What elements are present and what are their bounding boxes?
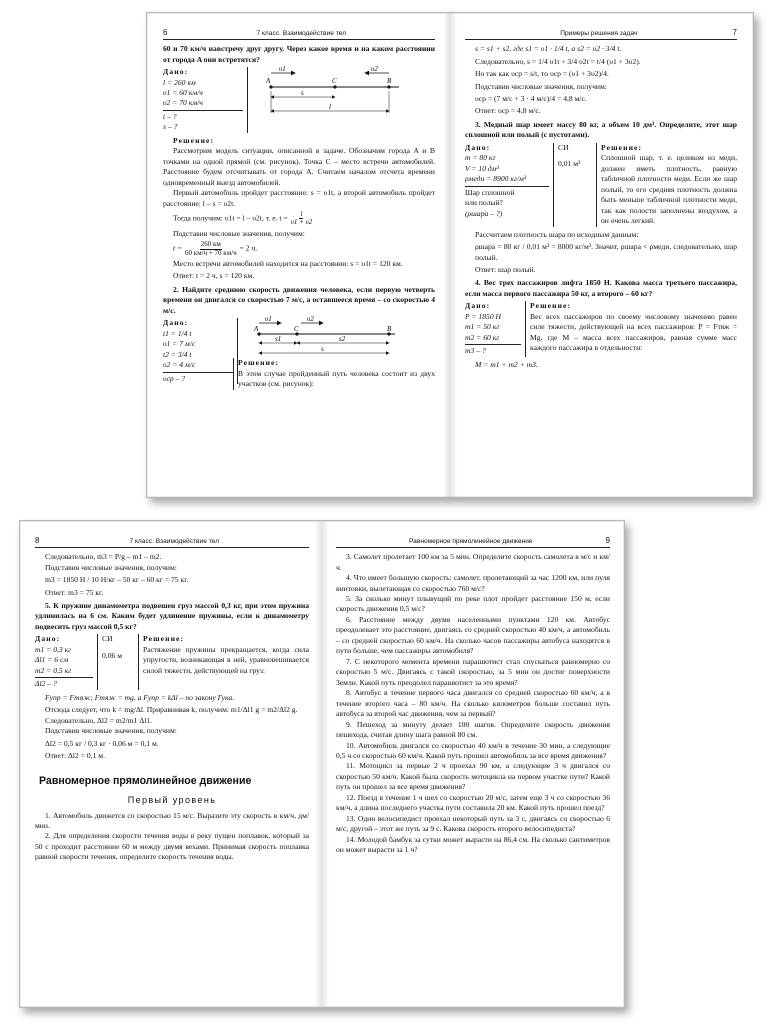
fig-label: υ1 (265, 316, 272, 324)
page-6 (163, 27, 435, 390)
numerator: l (300, 210, 303, 219)
solution-label: Решение: (530, 301, 572, 311)
unknown-value: m3 – ? (465, 344, 521, 356)
fig-label: A (266, 77, 271, 86)
exercise-item: 8. Автобус в течение первого часа двигался со средней скоростью 60 км/ч, а в течение второго часа – 80 км/ч. На сколько километров больше составил путь автобуса за второй час движения, чем за первый? (336, 688, 610, 719)
si-header: СИ (102, 634, 113, 644)
exercise-item: 10. Автомобиль двигался со скоростью 40 км/ч в течение 30 мин, а следующие 0,5 ч со скоростью 60 км/ч. Какой путь прошел автомобиль за все время движения? (336, 740, 610, 760)
exercise-item: 4. Что имеет большую скорость: самолет, пролетающий за час 1200 км, или пуля винтовки, вылетающая со скоростью 760 м/с? (336, 573, 610, 593)
solution-label: Решение: (143, 634, 185, 644)
task-text: 2. Найдите среднюю скорость движения человека, если первую четверть времени он двигался со скоростью 7 м/с, а оставшееся время – со скоростью 4 м/с. (163, 284, 435, 315)
running-head-title: Примеры решения задач (560, 30, 638, 37)
si-header: СИ (558, 142, 569, 152)
task-text: 5. К пружине динамометра подвешен груз массой 0,3 кг, при этом пружина удлинилась на 6 см. Каким будет удлинение пружины, если к динамометру подвесить груз массой 0,5 кг? (35, 600, 309, 631)
equation: Но так как υср = s/t, то υср = (υ1 + 3υ2)/4. (475, 69, 609, 79)
si-value: 0,01 м³ (558, 159, 581, 169)
given-value: m1 = 50 кг (465, 322, 500, 332)
exercise-item: 5. За сколько минут плывущий по реке плот пройдет расстояние 150 м, если скорость движения 0,5 м/с? (336, 593, 610, 614)
equation (173, 241, 435, 257)
paragraph: Первый автомобиль пройдет расстояние: s = υ1t, а второй автомобиль пройдет расстояние: l – s = υ2t. (163, 188, 435, 208)
fig-label: s1 (275, 335, 282, 344)
solution-label: Решение: (238, 358, 280, 368)
si-value: 0,06 м (102, 650, 122, 660)
book-spread-top (146, 12, 754, 498)
given-value: t2 = 3/4 t (163, 349, 192, 359)
fig-label: υ2 (307, 316, 314, 324)
unknown-value: υср – ? (163, 372, 233, 384)
fig-label: s2 (339, 335, 346, 344)
equation-text: = 2 ч. (239, 243, 258, 253)
running-head-title: 7 класс. Взаимодействие тел (256, 30, 346, 37)
exercise-item: 11. Мотоцикл за первые 2 ч проехал 90 км, а следующие 3 ч двигался со скоростью 50 км/ч. Какой была скорость мотоцикла на первом участке пути? Какой путь он прошел за все время движения? (336, 761, 610, 792)
equation: m3 = 1850 Н / 10 Н/кг – 50 кг – 60 кг = 75 кг. (45, 575, 189, 585)
answer: Ответ: Δl2 = 0,1 м. (45, 751, 106, 761)
answer: Ответ: m3 = 75 кг. (45, 587, 104, 597)
given-value: m1 = 0,3 кг (35, 644, 72, 654)
equation: M = m1 + m2 + m3. (475, 359, 538, 369)
page-7 (465, 27, 737, 372)
exercise-item: 2. Для определения скорости течения воды в реку пущен поплавок, который за 50 с проходит расстояние 60 м между двумя вехами. Принимая скорость поплавка равной скорости течения, определите скорость течения воды. (35, 831, 309, 862)
equation: υср = (7 м/с + 3 · 4 м/с)/4 = 4,8 м/с. (475, 93, 587, 103)
paragraph: В этом случае пройденный путь человека состоит из двух участков (см. рисунок): (238, 368, 435, 389)
question-text: Шар сплошной (465, 186, 549, 198)
given-title: Дано: (465, 142, 491, 152)
paragraph: Сплошной шар, т. е. целиком из меди, должен иметь плотность, равную табличной плотности меди. Если же шар полый, то его средняя плотность должна быть меньше табличной плотности меди, так как полости заполнены воздухом, а он очень легкий. (601, 153, 737, 226)
fig-label: A (254, 325, 259, 334)
exercise-item: 7. С некоторого момента времени парашютист стал спускаться равномерно со скоростью 5 м/с. Двигаясь с такой скоростью, за 5 мин он достиг поверхности Земли. Какой путь преодолел парашютист за это время? (336, 656, 610, 687)
given-block-1 (163, 65, 435, 136)
exercise-item: 13. Один велосипедист проехал некоторый путь за 3 с, двигаясь со скоростью 6 м/с, другой – этот же путь за 9 с. Какова скорость второго велосипедиста? (336, 813, 610, 834)
equation: Δl2 = 0,5 кг / 0,3 кг · 0,06 м = 0,1 м. (45, 738, 159, 748)
denominator: υ1 + υ2 (290, 218, 313, 227)
motion-diagram-1 (249, 65, 429, 127)
paragraph: Растяжение пружины прекращается, когда сила упругости, возникающая в ней, уравновешивается силой тяжести, действующей на груз: (143, 644, 309, 675)
unknown-value: t – ? (163, 110, 243, 122)
given-value: m2 = 60 кг (465, 332, 500, 342)
exercise-item: 14. Молодой бамбук за сутки может вырасти на 86,4 см. На сколько сантиметров он может вырасти за 1 ч? (336, 834, 610, 855)
given-title: Дано: (163, 67, 189, 77)
unknown-value: Δl2 – ? (35, 677, 93, 689)
fig-label: B (387, 77, 392, 86)
equation-text: t = (173, 243, 183, 253)
solution-label: Решение: (173, 135, 215, 145)
equation: Fупр = Fтяж; Fтяж = mg, a Fупр = kΔl – по закону Гука. (45, 692, 235, 702)
paragraph: Подставив числовые значения, получим: (45, 562, 177, 572)
equation: Следовательно, m3 = P/g – m1 – m2. (45, 552, 162, 562)
equation: ρшара = 80 кг / 0,01 м³ = 8000 кг/м³. Значит, ρшара < ρмеди, следовательно, шар полый. (475, 242, 737, 262)
equation (173, 211, 435, 227)
fig-label: s (301, 89, 304, 98)
exercise-item: 3. Самолет пролетает 100 км за 5 мин. Определите скорость самолета в м/с и км/ч. (336, 552, 610, 572)
page-8 (35, 535, 309, 863)
equation: Следовательно, s = 1/4 υ1t + 3/4 υ2t = t/4 (υ1 + 3υ2). (475, 56, 641, 66)
running-header (336, 535, 610, 548)
page-number: 8 (35, 536, 40, 545)
question-text: (ρшара – ?) (465, 208, 503, 218)
given-value: υ2 = 4 м/с (163, 360, 196, 370)
page-number: 6 (163, 28, 168, 37)
given-value: υ2 = 70 км/ч (163, 98, 203, 108)
gutter-shadow (315, 521, 329, 1007)
fig-label: υ1 (279, 65, 286, 74)
fig-label: υ2 (371, 65, 378, 74)
page-9 (336, 535, 610, 856)
fig-label: s (321, 345, 324, 354)
paragraph: Вес всех пассажиров по своему числовому значению равен силе тяжести, действующей на всех пассажиров: P = Fтяж = Mg, где M – масса всех пассажиров, равная сумме масс каждого пассажира в отдельности: (530, 311, 737, 353)
solution-label: Решение: (601, 142, 643, 152)
paragraph: Место встречи автомобилей находится на расстоянии: s = υ1t = 120 км. (173, 258, 403, 268)
running-head-title: Равномерное прямолинейное движение (408, 538, 533, 545)
exercise-list (336, 552, 610, 856)
unknown-value: s – ? (163, 122, 178, 132)
given-value: P = 1850 Н (465, 311, 501, 321)
given-value: l = 260 км (163, 77, 196, 87)
fig-label: l (329, 103, 331, 112)
equation: s = s1 + s2, где s1 = υ1 · 1/4 t, a s2 = υ2 · 3/4 t. (475, 44, 622, 54)
given-value: ρмеди = 8900 кг/м³ (465, 174, 527, 184)
question-text: или полый? (465, 198, 503, 208)
fig-label: C (294, 325, 299, 334)
given-value: m = 80 кг (465, 153, 496, 163)
paragraph: Отсюда следует, что k = mg/Δl. Приравнивая k, получим: m1/Δl1 g = m2/Δl2 g. (45, 705, 298, 715)
given-value: υ1 = 7 м/с (163, 339, 196, 349)
running-header (163, 27, 435, 40)
given-value: υ1 = 60 км/ч (163, 87, 203, 97)
given-value: m2 = 0,5 кг (35, 665, 72, 675)
equation: Следовательно, Δl2 = m2/m1 Δl1. (45, 715, 153, 725)
numerator: 260 км (200, 240, 221, 249)
subsection-heading: Первый уровень (127, 795, 217, 806)
exercise-item: 12. Поезд в течение 1 ч шел со скоростью 20 м/с, затем еще 3 ч со скоростью 36 км/ч, а длина последнего участка пути составила 20 км. Какой путь прошел поезд? (336, 792, 610, 813)
paragraph: Рассчитаем плотность шара по исходным данным: (475, 229, 639, 239)
paragraph: Подставив числовые значения, получим: (45, 726, 177, 736)
given-block-3 (465, 143, 737, 227)
page-number: 9 (605, 536, 610, 545)
answer: Ответ: υср = 4,8 м/с. (475, 106, 541, 116)
given-value: V = 10 дм³ (465, 163, 499, 173)
given-block-4 (465, 301, 737, 356)
paragraph: Подставив числовые значения, получим: (173, 228, 305, 238)
fig-label: C (332, 77, 337, 86)
exercise-item: 1. Автомобиль движется со скоростью 15 м/с. Выразите эту скорость в км/ч, дм/мин. (35, 810, 309, 831)
given-title: Дано: (465, 301, 491, 311)
paragraph: Рассмотрим модель ситуации, описанной в задаче. Обозначим города A и B точками на одной прямой (см. рисунок). Точка C – место встречи автомобилей. Расстояние будем отсчитывать от города A. Считаем началом отсчета времени одновременный выезд автомобилей. (163, 146, 435, 187)
given-block-2 (163, 316, 435, 389)
book-spread-bottom (19, 520, 625, 1008)
given-value: t1 = 1/4 t (163, 328, 192, 338)
answer: Ответ: шар полый. (475, 265, 536, 274)
exercise-item: 6. Расстояние между двумя населенными пунктами 120 км. Автобус преодолевает это расстояние, двигаясь со средней скоростью 40 км/ч, а автомобиль – со средней скоростью 60 км/ч. На сколько часов пассажиры автобуса находятся в пути больше, чем пассажиры автомобиля? (336, 614, 610, 656)
exercise-item: 9. Пешеход за минуту делает 100 шагов. Определите скорость движения пешехода, считая длину шага равной 80 см. (336, 719, 610, 740)
given-block-5 (35, 634, 309, 689)
task-text: 3. Медный шар имеет массу 80 кг, а объем 10 дм³. Определите, этот шар сплошной или полый (с пустотами). (465, 119, 737, 140)
section-heading: Равномерное прямолинейное движение (39, 774, 252, 787)
running-header (465, 27, 737, 40)
running-header (35, 535, 309, 548)
task-text: 4. Вес трех пассажиров лифта 1850 Н. Какова масса третьего пассажира, если масса первого пассажира 50 кг, а второго – 60 кг? (465, 278, 737, 298)
answer: Ответ: t = 2 ч, s = 120 км. (173, 271, 255, 281)
denominator: 60 км/ч + 70 км/ч (185, 248, 237, 257)
page-number: 7 (732, 28, 737, 37)
task-text: 60 и 70 км/ч навстречу друг другу. Через какое время и на каком расстоянии от города A они встретятся? (163, 44, 435, 64)
given-value: Δl1 = 6 см (35, 655, 69, 665)
motion-diagram-2 (239, 316, 429, 358)
paragraph: Подставив числовые значения, получим: (475, 81, 607, 91)
given-title: Дано: (35, 634, 61, 644)
gutter-shadow (443, 13, 457, 497)
fig-label: B (387, 325, 392, 334)
equation-text: Тогда получим: υ1t = l – υ2t, т. е. t = (173, 213, 288, 223)
given-title: Дано: (163, 318, 189, 328)
running-head-title: 7 класс. Взаимодействие тел (129, 538, 219, 545)
